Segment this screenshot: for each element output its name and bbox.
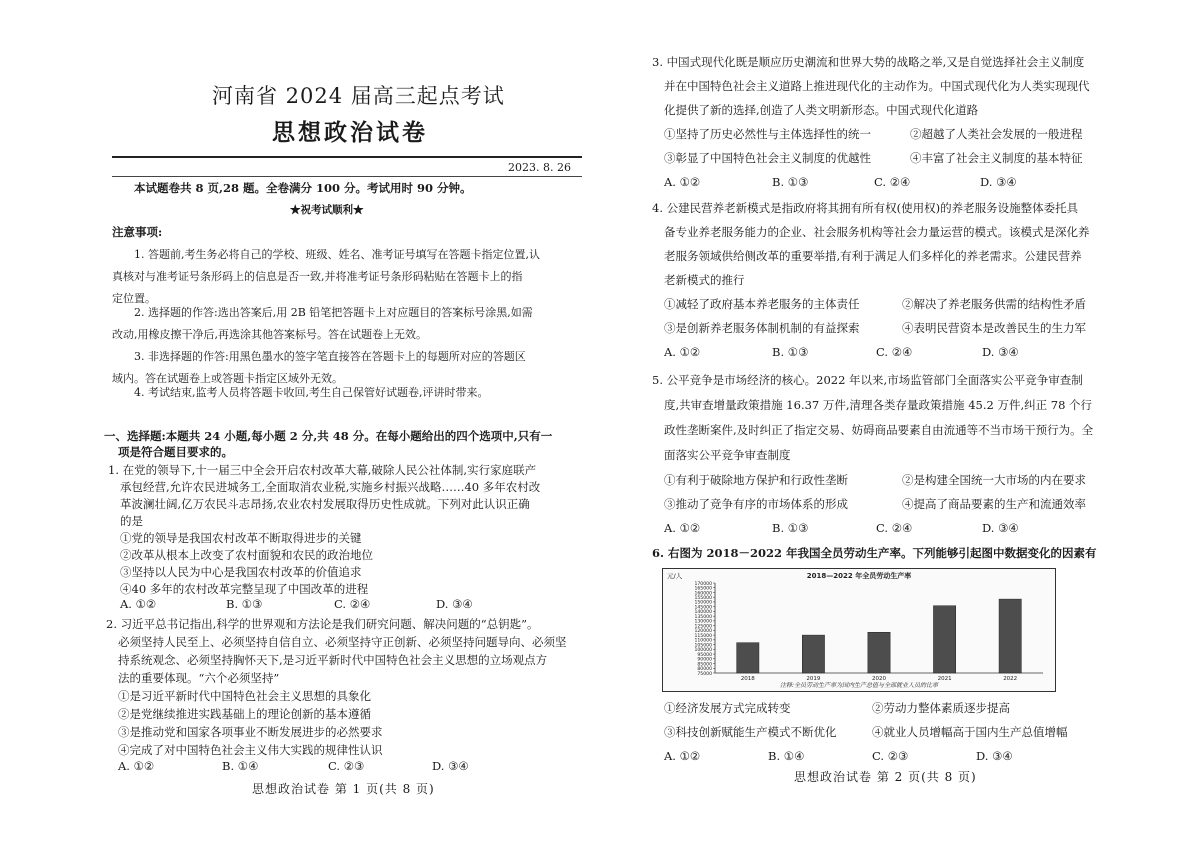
q3-item: ④丰富了社会主义制度的基本特征	[910, 151, 1083, 165]
q2-stem: 必须坚持人民至上、必须坚持自信自立、必须坚持守正创新、必须坚持问题导向、必须坚	[118, 635, 567, 649]
q5-option-c: C. ②④	[876, 521, 913, 535]
chart-x-tick-label: 2018	[740, 676, 755, 682]
q6-item: ④就业人员增幅高于国内生产总值增幅	[872, 725, 1068, 739]
chart-y-tick-label: 150000	[694, 600, 712, 606]
q3-option-d: D. ③④	[980, 175, 1017, 189]
q1-option-d: D. ③④	[436, 597, 473, 611]
q4-option-a: A. ①②	[664, 345, 701, 359]
chart-x-tick-label: 2020	[872, 676, 886, 682]
chart-y-tick-label: 115000	[694, 633, 712, 639]
q6-option-c: C. ②③	[872, 749, 909, 763]
q4-stem: 4. 公建民营养老新模式是指政府将其拥有所有权(使用权)的养老服务设施整体委托具	[652, 201, 1079, 215]
q2-item: ③是推动党和国家各项事业不断发展进步的必然要求	[118, 725, 383, 739]
chart-y-tick-label: 80000	[697, 667, 712, 673]
q5-option-b: B. ①③	[772, 521, 809, 535]
chart-title: 2018—2022 年全员劳动生产率	[806, 572, 912, 580]
page1-footer: 思想政治试卷 第 1 页(共 8 页)	[252, 782, 435, 796]
q6-option-b: B. ①④	[768, 749, 805, 763]
q1-item: ③坚持以人民为中心是我国农村改革的价值追求	[120, 565, 362, 579]
q2-stem: 持系统观念、必须坚持胸怀天下,是习近平新时代中国特色社会主义思想的立场观点方	[118, 653, 548, 667]
chart-bar	[737, 643, 759, 673]
intro-text: 本试题卷共 8 页,28 题。全卷满分 100 分。考试用时 90 分钟。	[134, 181, 472, 195]
q5-option-d: D. ③④	[982, 521, 1019, 535]
chart-x-tick-label: 2021	[937, 676, 952, 682]
section1-heading-cont: 项是符合题目要求的。	[118, 445, 233, 459]
q1-option-c: C. ②④	[334, 597, 371, 611]
chart-x-tick-label: 2022	[1003, 676, 1018, 682]
q6-item: ②劳动力整体素质逐步提高	[872, 701, 1010, 715]
q2-item: ④完成了对中国特色社会主义伟大实践的规律性认识	[118, 743, 383, 757]
q5-item: ①有利于破除地方保护和行政性垄断	[664, 473, 848, 487]
chart-y-tick-label: 120000	[694, 629, 712, 635]
chart-x-tick-label: 2019	[806, 676, 821, 682]
q5-stem: 政性垄断案件,及时纠正了指定交易、妨碍商品要素自由流通等不当市场干预行为。全	[664, 423, 1094, 437]
q3-stem: 化提供了新的选择,创造了人类文明新形态。中国式现代化道路	[664, 103, 979, 117]
chart-y-tick-label: 110000	[694, 638, 712, 644]
chart-y-tick-label: 105000	[694, 643, 712, 649]
note-line: 4. 考试结束,监考人员将答题卡收回,考生自己保管好试题卷,评讲时带来。	[134, 386, 489, 399]
chart-y-tick-label: 100000	[694, 648, 712, 654]
note-line: 2. 选择题的作答:选出答案后,用 2B 铅笔把答题卡上对应题目的答案标号涂黑,如需	[134, 306, 533, 319]
q1-stem: 革波澜壮阔,亿万农民斗志昂扬,农业农村发展取得历史性成就。下列对此认识正确	[120, 497, 530, 511]
q4-item: ②解决了养老服务供需的结构性矛盾	[902, 297, 1086, 311]
q5-item: ④提高了商品要素的生产和流通效率	[902, 497, 1086, 511]
chart-bar	[802, 635, 824, 673]
q4-stem: 老新模式的推行	[664, 273, 745, 287]
q5-stem: 5. 公平竞争是市场经济的核心。2022 年以来,市场监管部门全面落实公平竞争审查制	[652, 373, 1083, 387]
q3-item: ①坚持了历史必然性与主体选择性的统一	[664, 127, 871, 141]
q3-option-a: A. ①②	[664, 175, 701, 189]
q2-stem: 法的重要体现。“六个必须坚持”	[118, 671, 280, 685]
note-line: 改动,用橡皮擦干净后,再选涂其他答案标号。答在试题卷上无效。	[112, 328, 427, 341]
q1-item: ④40 多年的农村改革完整呈现了中国改革的进程	[120, 582, 369, 596]
q1-stem: 承包经营,允许农民进城务工,全面取消农业税,实施乡村振兴战略……40 多年农村改	[120, 480, 541, 494]
q6-option-a: A. ①②	[664, 749, 701, 763]
q6-stem: 6. 右图为 2018－2022 年我国全员劳动生产率。下列能够引起图中数据变化的因素有	[652, 546, 1097, 560]
q3-stem: 3. 中国式现代化既是顺应历史潮流和世界大势的战略之举,又是自觉选择社会主义制度	[652, 55, 1085, 69]
page2-footer: 思想政治试卷 第 2 页(共 8 页)	[794, 770, 977, 784]
chart-y-tick-label: 135000	[694, 614, 712, 620]
q2-item: ②是党继续推进实践基础上的理论创新的基本遵循	[118, 707, 371, 721]
q5-item: ②是构建全国统一大市场的内在要求	[902, 473, 1086, 487]
exam-title: 河南省 2024 届高三起点考试	[212, 84, 505, 108]
chart-y-tick-label: 165000	[694, 586, 712, 592]
q2-option-a: A. ①②	[118, 759, 155, 773]
q6-option-d: D. ③④	[976, 749, 1013, 763]
q6-item: ③科技创新赋能生产模式不断优化	[664, 725, 837, 739]
q3-option-c: C. ②④	[874, 175, 911, 189]
chart-y-tick-label: 75000	[697, 671, 712, 677]
q2-stem: 2. 习近平总书记指出,科学的世界观和方法论是我们研究问题、解决问题的“总钥匙”。	[106, 617, 539, 631]
q3-item: ③彰显了中国特色社会主义制度的优越性	[664, 151, 871, 165]
q4-item: ①减轻了政府基本养老服务的主体责任	[664, 297, 860, 311]
chart-note: 注释:全员劳动生产率为国内生产总值与全部就业人员的比率	[779, 682, 939, 689]
exam-subtitle: 思想政治试卷	[272, 119, 428, 146]
q5-option-a: A. ①②	[664, 521, 701, 535]
q2-option-c: C. ②③	[328, 759, 365, 773]
chart-bar	[868, 632, 890, 673]
chart-y-tick-label: 170000	[694, 581, 712, 587]
note-line: 3. 非选择题的作答:用黑色墨水的签字笔直接答在答题卡上的每题所对应的答题区	[134, 350, 526, 363]
chart-svg	[663, 569, 1055, 691]
productivity-chart	[662, 568, 1056, 692]
chart-y-tick-label: 155000	[694, 596, 712, 602]
notes-heading: 注意事项:	[112, 225, 163, 239]
note-line: 真核对与准考证号条形码上的信息是否一致,并将准考证号条形码粘贴在答题卡上的指	[112, 270, 523, 283]
q1-stem: 的是	[120, 514, 143, 528]
chart-bar	[999, 599, 1021, 673]
q1-stem: 1. 在党的领导下,十一届三中全会开启农村改革大幕,破除人民公社体制,实行家庭联产	[108, 463, 537, 477]
q4-item: ④表明民营资本是改善民生的生力军	[902, 321, 1086, 335]
q4-option-c: C. ②④	[876, 345, 913, 359]
q1-option-a: A. ①②	[120, 597, 157, 611]
q5-stem: 度,共审查增量政策措施 16.37 万件,清理各类存量政策措施 45.2 万件,纠正 78 个行	[664, 398, 1093, 412]
q1-item: ②改革从根本上改变了农村面貌和农民的政治地位	[120, 548, 373, 562]
chart-y-tick-label: 95000	[697, 652, 712, 658]
note-line: 域内。答在试题卷上或答题卡指定区域外无效。	[112, 372, 343, 385]
q2-option-b: B. ①④	[222, 759, 259, 773]
chart-plot-area	[694, 581, 1043, 682]
chart-y-tick-label: 140000	[694, 610, 712, 616]
chart-y-tick-label: 125000	[694, 624, 712, 630]
q1-item: ①党的领导是我国农村改革不断取得进步的关键	[120, 531, 362, 545]
q2-option-d: D. ③④	[432, 759, 469, 773]
q5-item: ③推动了竞争有序的市场体系的形成	[664, 497, 848, 511]
note-line: 定位置。	[112, 292, 156, 305]
q1-option-b: B. ①③	[226, 597, 263, 611]
exam-date: 2023. 8. 26	[508, 161, 571, 174]
chart-bar	[933, 606, 955, 673]
chart-ylabel: 元/人	[667, 572, 683, 580]
q6-item: ①经济发展方式完成转变	[664, 701, 791, 715]
q4-stem: 老服务领域供给侧改革的重要举措,有利于满足人们多样化的养老需求。公建民营养	[664, 249, 1082, 263]
chart-y-tick-label: 85000	[697, 662, 712, 668]
q2-item: ①是习近平新时代中国特色社会主义思想的具象化	[118, 689, 371, 703]
q4-option-d: D. ③④	[982, 345, 1019, 359]
q5-stem: 面落实公平竞争审查制度	[664, 448, 791, 462]
q3-item: ②超越了人类社会发展的一般进程	[910, 127, 1083, 141]
q4-stem: 备专业养老服务能力的企业、社会服务机构等社会力量运营的模式。该模式是深化养	[664, 225, 1090, 239]
chart-y-tick-label: 160000	[694, 591, 712, 597]
chart-y-tick-label: 90000	[697, 657, 712, 663]
chart-y-tick-label: 130000	[694, 619, 712, 625]
chart-y-tick-label: 145000	[694, 605, 712, 611]
note-line: 1. 答题前,考生务必将自己的学校、班级、姓名、准考证号填写在答题卡指定位置,认	[134, 248, 540, 261]
q3-stem: 并在中国特色社会主义道路上推进现代化的主动作为。中国式现代化为人类实现现代	[664, 79, 1090, 93]
q4-item: ③是创新养老服务体制机制的有益探索	[664, 321, 860, 335]
q3-option-b: B. ①③	[772, 175, 809, 189]
good-luck: ★祝考试顺利★	[290, 204, 364, 216]
q4-option-b: B. ①③	[772, 345, 809, 359]
section1-heading: 一、选择题:本题共 24 小题,每小题 2 分,共 48 分。在每小题给出的四个选项中,只有一	[104, 429, 553, 443]
